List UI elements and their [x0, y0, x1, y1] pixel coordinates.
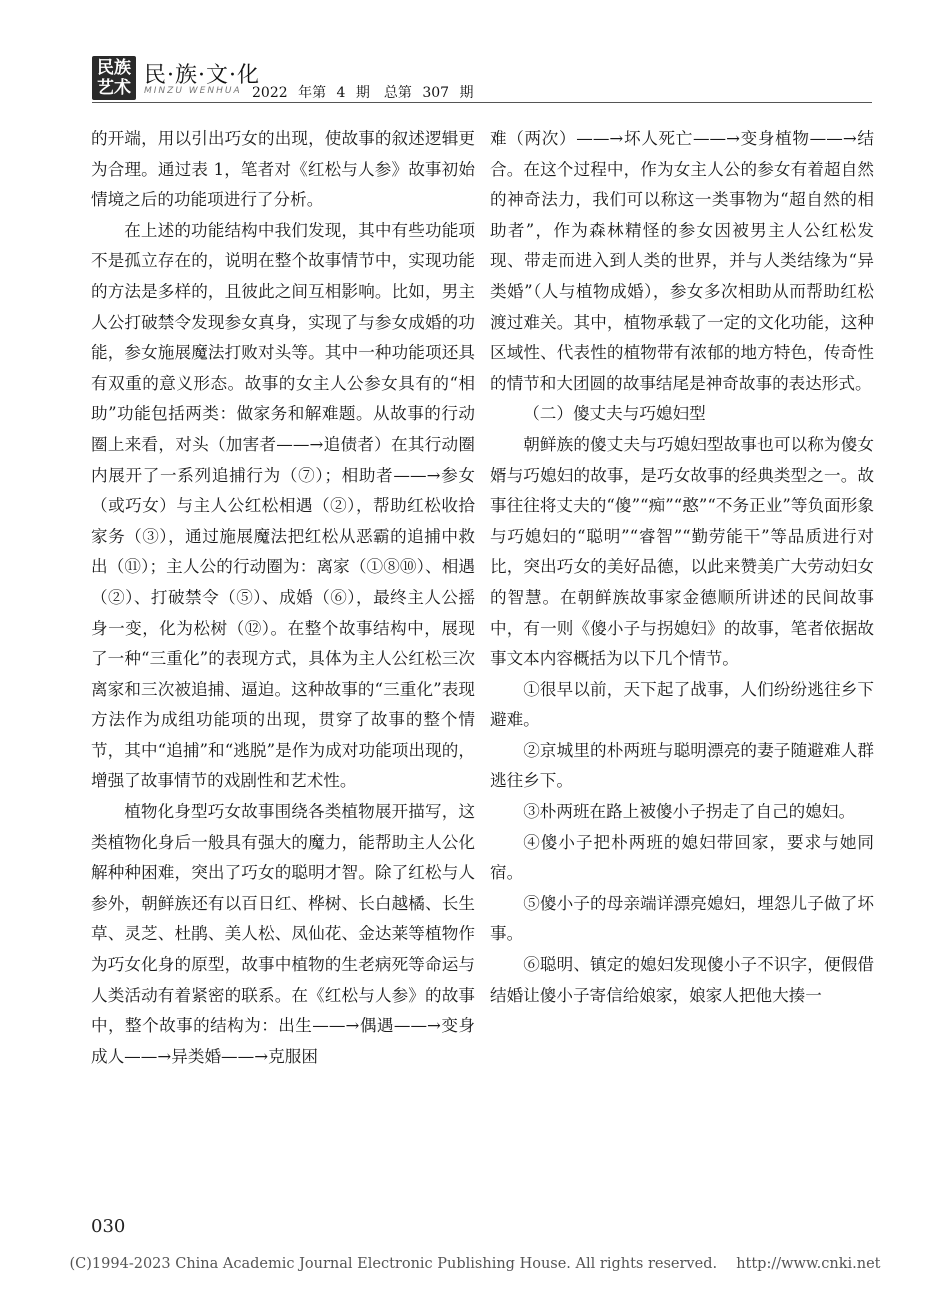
copyright-notice: (C)1994-2023 China Academic Journal Electronic Publishing House. All rights reserved. http://www.cnki.net: [69, 1256, 881, 1272]
page-header: [92, 56, 872, 106]
issue-info: 2022 年第 4 期 总第 307 期: [252, 85, 474, 101]
journal-logo: [92, 56, 136, 100]
plot-item-5: ⑤傻小子的母亲端详漂亮媳妇，埋怨儿子做了坏事。: [490, 893, 874, 944]
plot-item-2: ②京城里的朴两班与聪明漂亮的妻子随避难人群逃往乡下。: [490, 740, 874, 791]
left-paragraph-2: 在上述的功能结构中我们发现，其中有些功能项不是孤立存在的，说明在整个故事情节中，实现功能的方法是多样的，且彼此之间互相影响。比如，男主人公打破禁令发现参女真身，实现了与参女成婚的功能，参女施展魔法打败对头等。其中一种功能项还具有双重的意义形态。故事的女主人公参女具有的“相助”功能包括两类：做家务和解难题。从故事的行动圈上来看，对头（加害者——→追债者）在其行动圈内展开了一系列追捕行为（⑦）；相助者——→参女（或巧女）与主人公红松相遇（②），帮助红松收拾家务（③），通过施展魔法把红松从恶霸的追捕中救出（⑪）；主人公的行动圈为：离家（①⑧⑩）、相遇（②）、打破禁令（⑤）、成婚（⑥），最终主人公摇身一变，化为松树（⑫）。在整个故事结构中，展现了一种“三重化”的表现方式，具体为主人公红松三次离家和三次被追捕、逼迫。这种故事的“三重化”表现方法作为成组功能项的出现，贯穿了故事的整个情节，其中“追捕”和“逃脱”是作为成对功能项出现的，增强了故事情节的戏剧性和艺术性。: [91, 220, 475, 791]
left-paragraph-3: 植物化身型巧女故事围绕各类植物展开描写，这类植物化身后一般具有强大的魔力，能帮助主人公化解种种困难，突出了巧女的聪明才智。除了红松与人参外，朝鲜族还有以百日红、桦树、长白越橘、长生草、灵芝、杜鹃、美人松、凤仙花、金达莱等植物作为巧女化身的原型，故事中植物的生老病死等命运与人类活动有着紧密的联系。在《红松与人参》的故事中，整个故事的结构为：出生——→偶遇——→变身成人——→异类婚——→克服困: [91, 802, 475, 1066]
left-paragraph-1: 的开端，用以引出巧女的出现，使故事的叙述逻辑更为合理。通过表 1，笔者对《红松与人参》故事初始情境之后的功能项进行了分析。: [91, 129, 475, 210]
right-paragraph-1: 难（两次）——→坏人死亡——→变身植物——→结合。在这个过程中，作为女主人公的参女有着超自然的神奇法力，我们可以称这一类事物为“超自然的相助者”，作为森林精怪的参女因被男主人公红松发现、带走而进入到人类的世界，并与人类结缘为“异类婚”（人与植物成婚），参女多次相助从而帮助红松渡过难关。其中，植物承载了一定的文化功能，这种区域性、代表性的植物带有浓郁的地方特色，传奇性的情节和大团圆的故事结尾是神奇故事的表达形式。: [490, 129, 874, 393]
left-column: [91, 124, 475, 1072]
page-number: 030: [91, 1216, 126, 1237]
section-heading: （二）傻丈夫与巧媳妇型: [523, 404, 706, 424]
section-pinyin: MINZU WENHUA: [144, 86, 242, 96]
right-paragraph-2: 朝鲜族的傻丈夫与巧媳妇型故事也可以称为傻女婿与巧媳妇的故事，是巧女故事的经典类型之一。故事往往将丈夫的“傻”“痴”“憨”“不务正业”等负面形象与巧媳妇的“聪明”“睿智”“勤劳能干”等品质进行对比，突出巧女的美好品德，以此来赞美广大劳动妇女的智慧。在朝鲜族故事家金德顺所讲述的民间故事中，有一则《傻小子与拐媳妇》的故事，笔者依据故事文本内容概括为以下几个情节。: [490, 434, 874, 669]
plot-item-3: ③朴两班在路上被傻小子拐走了自己的媳妇。: [523, 802, 856, 822]
plot-item-6: ⑥聪明、镇定的媳妇发现傻小子不识字，便假借结婚让傻小子寄信给娘家，娘家人把他大揍一: [490, 955, 874, 1005]
plot-item-1: ①很早以前，天下起了战事，人们纷纷逃往乡下避难。: [490, 679, 874, 730]
right-column: [490, 124, 874, 1011]
logo-line-1: 民族: [97, 58, 131, 78]
header-divider: [92, 102, 872, 103]
plot-item-4: ④傻小子把朴两班的媳妇带回家，要求与她同宿。: [490, 832, 874, 883]
section-title: 民·族·文·化: [144, 63, 260, 88]
logo-line-2: 艺术: [97, 78, 131, 98]
